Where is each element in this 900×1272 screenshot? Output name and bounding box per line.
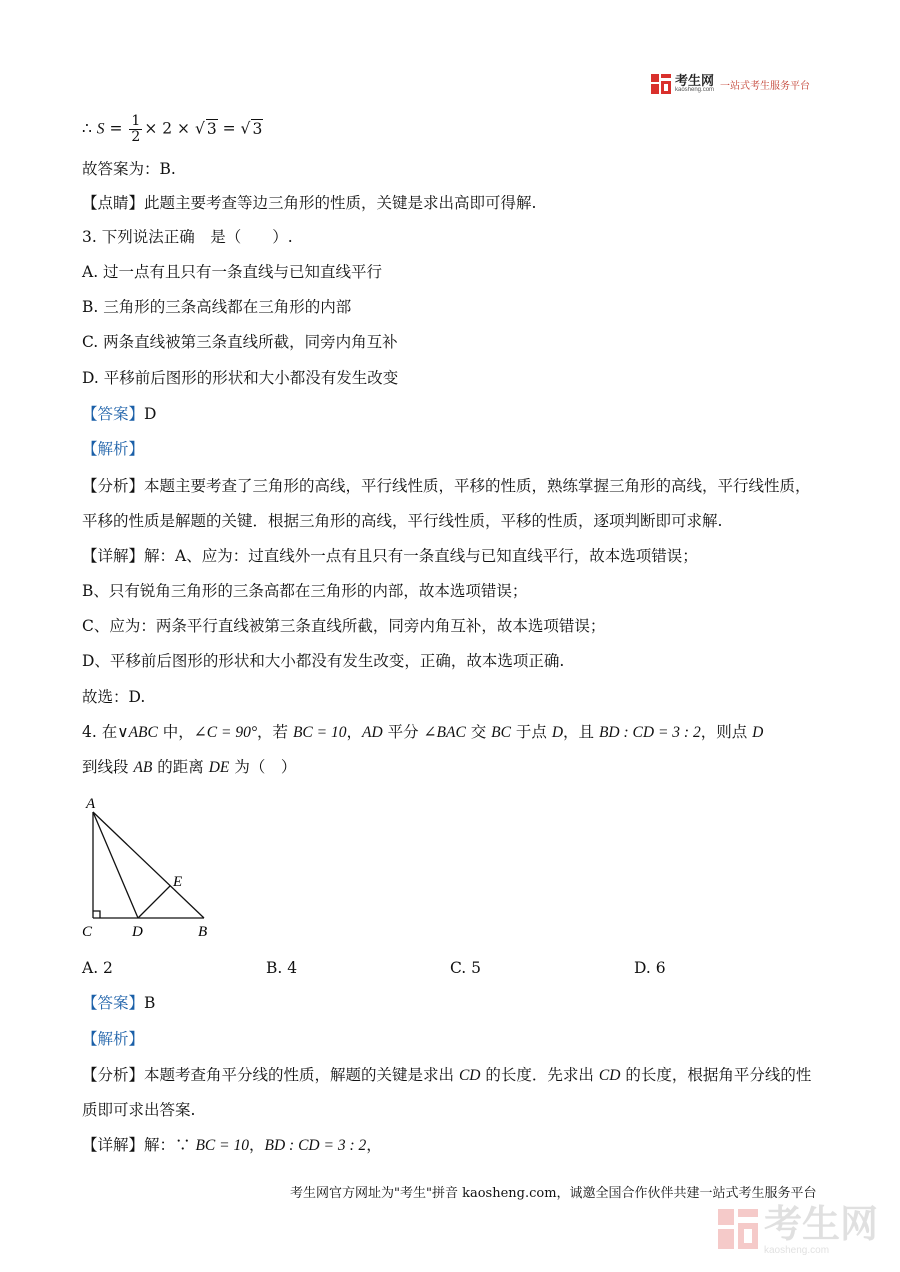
page-footer: 考生网官方网址为"考生"拼音 kaosheng.com，诚邀全国合作伙伴共建一站式考生服务平台 <box>290 1186 817 1201</box>
segment-de <box>138 886 170 918</box>
q3-option-b: B. 三角形的三条高线都在三角形的内部 <box>82 298 352 316</box>
q3-analysis-2: 平移的性质是解题的关键．根据三角形的高线，平行线性质，平移的性质，逐项判断即可求解. <box>82 512 723 530</box>
area-formula <box>82 114 263 145</box>
tag-dianjing: 【点睛】 <box>82 194 145 212</box>
detail-text: ， <box>248 1136 265 1154</box>
q4-text: 到线段 <box>82 758 134 776</box>
sqrt-icon: √ <box>194 119 205 138</box>
tag-detail: 【详解】 <box>82 547 145 565</box>
sqrt-value-2: 3 <box>252 119 263 138</box>
label-b: B <box>198 924 208 940</box>
label-e: E <box>173 874 183 890</box>
q3-option-c: C. 两条直线被第三条直线所截，同旁内角互补 <box>82 333 398 351</box>
comment-q2 <box>82 193 536 213</box>
tag-answer: 【答案】 <box>82 994 145 1012</box>
q4-angle-c: ∠C = 90° <box>193 724 258 741</box>
q4-answer <box>82 993 155 1013</box>
q4-bc-detail: BC = 10 <box>195 1137 249 1154</box>
question-3: 3. 下列说法正确 是（ ）. <box>82 228 293 246</box>
q4-ratio: BD : CD = 3 : 2 <box>598 724 701 741</box>
analysis-text: 本题考查角平分线的性质，解题的关键是求出 <box>144 1066 459 1084</box>
q4-cd: CD <box>458 1067 481 1084</box>
detail-text: 解：A、应为：过直线外一点有且只有一条直线与已知直线平行，故本选项错误； <box>144 547 698 565</box>
q4-ad: AD <box>362 724 383 741</box>
triangle-figure <box>78 792 218 942</box>
label-c: C <box>82 924 93 940</box>
fraction-numerator: 1 <box>131 113 141 129</box>
q3-option-d: D. 平移前后图形的形状和大小都没有发生改变 <box>82 369 399 387</box>
sqrt-value: 3 <box>206 119 217 138</box>
q4-detail <box>82 1135 382 1156</box>
q4-option-c: C. 5 <box>450 959 482 977</box>
logo-url: kaosheng.com <box>675 87 715 93</box>
q4-bc2: BC <box>491 724 511 741</box>
q3-answer <box>82 404 156 424</box>
q4-text: 4. 在 <box>82 723 118 741</box>
q4-option-d: D. 6 <box>634 959 666 977</box>
q3-choose: 故选：D. <box>82 688 146 706</box>
formula-equals: = <box>104 119 128 138</box>
q4-ratio-detail: BD : CD = 3 : 2 <box>264 1137 367 1154</box>
q4-bc: BC = 10 <box>292 724 347 741</box>
tag-analysis: 【分析】 <box>82 477 145 495</box>
sqrt-icon: √ <box>240 119 251 138</box>
q4-analysis-2: 质即可求出答案. <box>82 1101 196 1119</box>
q3-detail-d: D、平移前后图形的形状和大小都没有发生改变，正确，故本选项正确. <box>82 652 565 670</box>
logo-mark-icon <box>651 74 671 94</box>
label-a: A <box>86 796 96 812</box>
q4-text: ，若 <box>257 723 293 741</box>
label-d: D <box>132 924 143 940</box>
therefore-symbol: ∴ <box>82 119 97 138</box>
analysis-text: 本题主要考查了三角形的高线，平行线性质，平移的性质，熟练掌握三角形的高线，平行线性质， <box>144 477 811 495</box>
formula-equals-2: = <box>217 119 241 138</box>
q3-analysis <box>82 476 811 496</box>
watermark-url: kaosheng.com <box>764 1245 830 1256</box>
q4-text: 中， <box>157 723 194 741</box>
watermark-logo-icon <box>718 1209 758 1253</box>
watermark-name: 考生网 <box>764 1204 879 1246</box>
q4-jiexi: 【解析】 <box>82 1030 145 1048</box>
analysis-text: 的长度，根据角平分线的性 <box>620 1066 812 1084</box>
comment-text: 此题主要考查等边三角形的性质，关键是求出高即可得解. <box>144 194 537 212</box>
q3-detail-b: B、只有锐角三角形的三条高都在三角形的内部，故本选项错误； <box>82 582 528 600</box>
answer-line-q2: 故答案为：B. <box>82 160 176 178</box>
q4-text: ， <box>346 723 362 741</box>
formula-var-s: S <box>96 120 105 138</box>
q4-text: 于点 <box>510 723 552 741</box>
q4-ab: AB <box>133 759 153 776</box>
question-4-line2 <box>82 757 296 778</box>
q4-triangle: ∨ABC <box>117 724 158 741</box>
q4-text: 平分 <box>382 723 424 741</box>
q4-text: ，则点 <box>700 723 753 741</box>
q4-d: D <box>551 724 564 741</box>
logo-name: 考生网 <box>675 73 715 88</box>
q4-option-a: A. 2 <box>82 959 113 977</box>
side-ab <box>93 812 204 918</box>
q4-text: 为（ ） <box>229 758 297 776</box>
detail-text: 解：∵ <box>144 1136 196 1154</box>
tag-analysis: 【分析】 <box>82 1066 145 1084</box>
watermark <box>718 1205 878 1256</box>
segment-ad <box>93 812 138 918</box>
site-logo <box>651 74 810 94</box>
q3-detail <box>82 546 698 566</box>
answer-value: B <box>144 994 156 1012</box>
q4-option-b: B. 4 <box>266 959 298 977</box>
q4-de: DE <box>208 759 230 776</box>
detail-text: ， <box>366 1136 382 1154</box>
q3-detail-c: C、应为：两条平行直线被第三条直线所截，同旁内角互补，故本选项错误； <box>82 617 606 635</box>
q4-text: 的距离 <box>152 758 209 776</box>
q4-text: ，且 <box>563 723 599 741</box>
q4-d2: D <box>752 724 764 741</box>
q3-jiexi: 【解析】 <box>82 440 145 458</box>
right-angle-mark <box>93 911 100 918</box>
logo-slogan: 一站式考生服务平台 <box>720 80 811 92</box>
answer-value: D <box>144 405 157 423</box>
q4-analysis <box>82 1065 811 1086</box>
q4-cd2: CD <box>598 1067 621 1084</box>
formula-middle: × 2 × <box>144 119 195 138</box>
tag-detail: 【详解】 <box>82 1136 145 1154</box>
q4-text: 交 <box>465 723 492 741</box>
fraction-half <box>129 114 142 145</box>
question-4 <box>82 722 763 743</box>
tag-answer: 【答案】 <box>82 405 145 423</box>
q4-angle-bac: ∠BAC <box>423 724 466 741</box>
analysis-text: 的长度．先求出 <box>480 1066 599 1084</box>
q3-option-a: A. 过一点有且只有一条直线与已知直线平行 <box>82 263 383 281</box>
fraction-denominator: 2 <box>131 129 141 145</box>
